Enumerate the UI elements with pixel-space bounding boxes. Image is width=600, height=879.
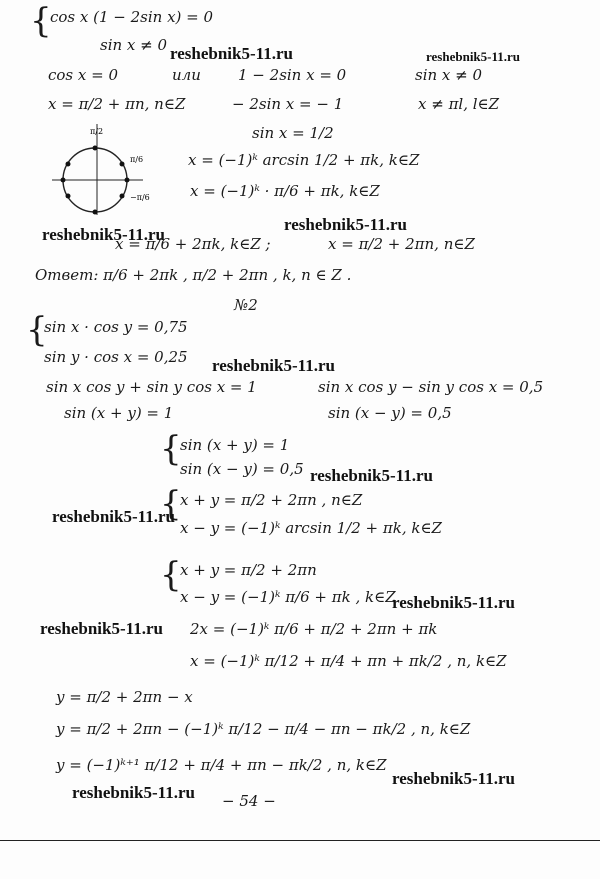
- circle-label: π/2: [90, 127, 104, 136]
- equation-line: x = (−1)ᵏ arcsin 1/2 + πk, k∈Z: [188, 151, 420, 169]
- circle-label: −π/6: [130, 193, 150, 202]
- system-brace: {: [160, 484, 182, 524]
- equation-line: 2x = (−1)ᵏ π/6 + π/2 + 2πn + πk: [190, 620, 438, 638]
- circle-point: [61, 178, 66, 183]
- watermark: reshebnik5-11.ru: [212, 356, 335, 375]
- equation-line: x = π/2 + πn, n∈Z: [48, 95, 186, 113]
- equation-line: или: [172, 66, 201, 84]
- circle-point: [66, 194, 71, 199]
- watermark: reshebnik5-11.ru: [170, 44, 293, 63]
- circle-point: [66, 162, 71, 167]
- problem-number: №2: [234, 296, 258, 314]
- watermark: reshebnik5-11.ru: [310, 466, 433, 485]
- equation-line: − 2sin x = − 1: [232, 95, 344, 113]
- circle-point: [120, 162, 125, 167]
- circle-label: π/6: [130, 155, 144, 164]
- equation-line: sin x · cos y = 0,75: [44, 318, 188, 336]
- equation-line: cos x (1 − 2sin x) = 0: [50, 8, 214, 26]
- circle-point: [125, 178, 130, 183]
- equation-line: x ≠ πl, l∈Z: [418, 95, 500, 113]
- equation-line: sin y · cos x = 0,25: [44, 348, 188, 366]
- circle-point: [93, 146, 98, 151]
- watermark: reshebnik5-11.ru: [392, 593, 515, 612]
- watermark: reshebnik5-11.ru: [284, 215, 407, 234]
- equation-line: y = (−1)ᵏ⁺¹ π/12 + π/4 + πn − πk/2 , n, k∈Z: [56, 756, 387, 774]
- circle-point: [93, 210, 98, 215]
- equation-line: sin x ≠ 0: [415, 66, 483, 84]
- system-brace: {: [160, 429, 182, 469]
- equation-line: cos x = 0: [48, 66, 119, 84]
- equation-line: 1 − 2sin x = 0: [238, 66, 347, 84]
- equation-line: x − y = (−1)ᵏ π/6 + πk , k∈Z: [180, 588, 396, 606]
- watermark: reshebnik5-11.ru: [40, 619, 163, 638]
- equation-line: sin (x + y) = 1: [64, 404, 174, 422]
- system-brace: {: [30, 1, 52, 41]
- equation-line: sin x cos y + sin y cos x = 1: [46, 378, 257, 396]
- unit-circle-diagram: [50, 122, 150, 217]
- equation-line: y = π/2 + 2πn − (−1)ᵏ π/12 − π/4 − πn − πk/2 , n, k∈Z: [56, 720, 471, 738]
- equation-line: x − y = (−1)ᵏ arcsin 1/2 + πk, k∈Z: [180, 519, 442, 537]
- equation-line: x = π/2 + 2πn, n∈Z: [328, 235, 475, 253]
- equation-line: sin (x + y) = 1: [180, 436, 290, 454]
- watermark: reshebnik5-11.ru: [52, 507, 175, 526]
- page-number: − 54 −: [222, 792, 276, 810]
- equation-line: sin (x − y) = 0,5: [180, 460, 304, 478]
- watermark: reshebnik5-11.ru: [392, 769, 515, 788]
- equation-line: sin x = 1/2: [252, 124, 334, 142]
- equation-line: x = (−1)ᵏ · π/6 + πk, k∈Z: [190, 182, 380, 200]
- equation-line: x = π/6 + 2πk, k∈Z ;: [115, 235, 271, 253]
- answer-line: Ответ: π/6 + 2πk , π/2 + 2πn , k, n ∈ Z .: [35, 266, 352, 284]
- equation-line: x + y = π/2 + 2πn , n∈Z: [180, 491, 363, 509]
- equation-line: sin x ≠ 0: [100, 36, 168, 54]
- equation-line: y = π/2 + 2πn − x: [56, 688, 193, 706]
- equation-line: x = (−1)ᵏ π/12 + π/4 + πn + πk/2 , n, k∈Z: [190, 652, 507, 670]
- watermark: reshebnik5-11.ru: [72, 783, 195, 802]
- watermark: reshebnik5-11.ru: [42, 225, 165, 244]
- equation-line: x + y = π/2 + 2πn: [180, 561, 317, 579]
- equation-line: sin (x − y) = 0,5: [328, 404, 452, 422]
- equation-line: sin x cos y − sin y cos x = 0,5: [318, 378, 544, 396]
- system-brace: {: [26, 310, 48, 350]
- page-bottom-rule: [0, 840, 600, 841]
- circle-point: [120, 194, 125, 199]
- watermark: reshebnik5-11.ru: [426, 49, 521, 64]
- system-brace: {: [160, 555, 182, 595]
